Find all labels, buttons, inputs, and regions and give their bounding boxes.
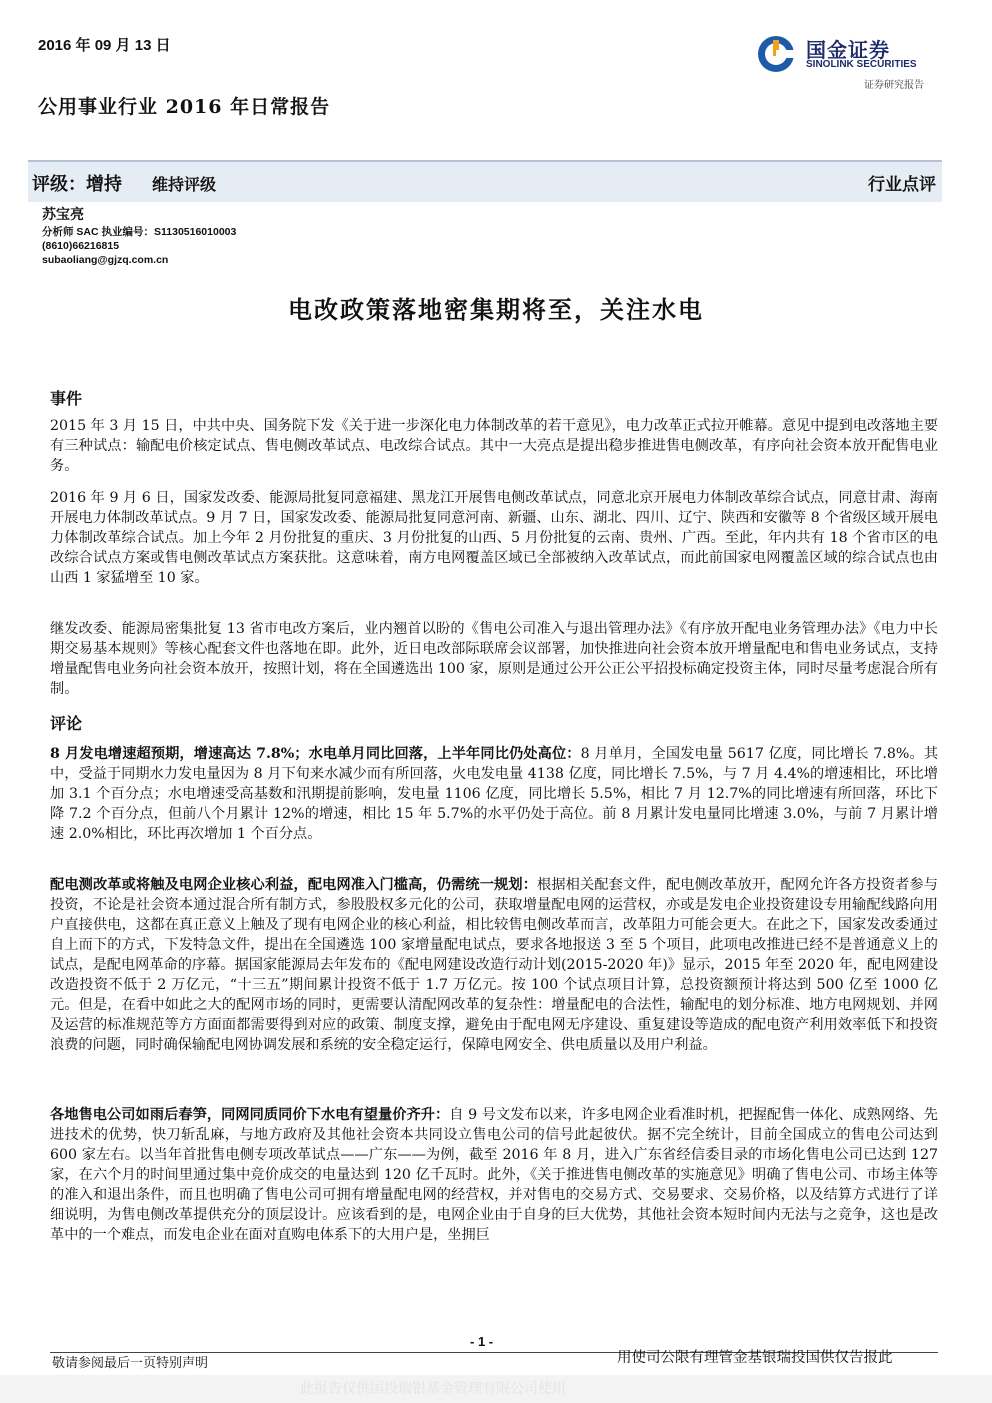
report-type: 行业点评 bbox=[868, 175, 936, 195]
comment-paragraph bbox=[50, 875, 938, 1055]
report-date: 2016 年 09 月 13 日 bbox=[38, 37, 171, 54]
comment-lead: 8 月发电增速超预期，增速高达 7.8%；水电单月同比回落，上半年同比仍处高位： bbox=[50, 746, 581, 762]
comment-paragraph bbox=[50, 1105, 938, 1245]
analyst-license: 分析师 SAC 执业编号：S1130516010003 bbox=[42, 226, 237, 238]
comment-body: 8 月单月，全国发电量 5617 亿度，同比增长 7.8%。其中，受益于同期水力发电量因为 8 月下旬来水减少而有所回落，火电发电量 4138 亿度，同比增长 7.5%，与 7 月 4.4%的增速相比，环比增加 3.1 个百分点；水电增速受高基数和汛期提前影响，发电量 1106 亿度，同比增长 5.5%，相比 7 月 12.7%的同比增速有所回落，环比下降 7.2 个百分点，但前八个月累计 12%的增速，相比 15 年 5.7%的水平仍处于高位。前 8 月累计发电量同比增速 3.0%，与前 7 月累计增速 2.0%相比，环比再次增加 1 个百分点。 bbox=[50, 746, 939, 842]
comment-body: 自 9 号文发布以来，许多电网企业看准时机，把握配售一体化、成熟网络、先进技术的优势，快刀斩乱麻，与地方政府及其他社会资本共同设立售电公司的信号此起彼伏。据不完全统计，目前全国成立的售电公司达到 600 家左右。以当年首批售电侧专项改革试点——广东——为例，截至 2016 年 8 月，进入广东省经信委目录的市场化售电公司已达到 127 家，在六个月的时间里通过集中竞价成交的电量达到 120 亿千瓦时。此外，《关于推进售电侧改革的实施意见》明确了售电公司、市场主体等的准入和退出条件，而且也明确了售电公司可拥有增量配电网的经营权，并对售电的交易方式、交易要求、交易价格，以及结算方式进行了详细说明，为售电侧改革提供充分的顶层设计。应该看到的是，电网企业由于自身的巨大优势，其他社会资本短时间内无法与之竞争，这也是改革中的一个难点，而发电企业在面对直购电体系下的大用户是，坐拥巨 bbox=[50, 1107, 938, 1243]
section-title-comment: 评论 bbox=[50, 714, 83, 733]
headline: 电改政策落地密集期将至，关注水电 bbox=[288, 295, 704, 324]
brand-name-cn: 国金证券 bbox=[806, 38, 890, 62]
comment-paragraph bbox=[50, 744, 938, 844]
comment-lead: 配电测改革或将触及电网企业核心利益，配电网准入门槛高，仍需统一规划： bbox=[50, 877, 538, 893]
event-paragraph: 2015 年 3 月 15 日，中共中央、国务院下发《关于进一步深化电力体制改革的若干意见》，电力改革正式拉开帷幕。意见中提到电改落地主要有三种试点：输配电价核定试点、售电侧改革试点、电改综合试点。其中一大亮点是提出稳步推进售电侧改革，有序向社会资本放开配售电业务。 bbox=[50, 418, 938, 474]
event-paragraph: 2016 年 9 月 6 日，国家发改委、能源局批复同意福建、黑龙江开展售电侧改革试点，同意北京开展电力体制改革综合试点，同意甘肃、海南开展电力体制改革试点。9 月 7 日，国家发改委、能源局批复同意河南、新疆、山东、湖北、四川、辽宁、陕西和安徽等 8 个省级区域开展电力体制改革综合试点。加上今年 2 月份批复的重庆、3 月份批复的山西、5 月份批复的云南、贵州、广西。至此，年内共有 18 个省市区的电改综合试点方案或售电侧改革试点方案获批。这意味着，南方电网覆盖区域已全部被纳入改革试点，而此前国家电网覆盖区域的综合试点也由山西 1 家猛增至 10 家。 bbox=[50, 490, 938, 586]
brand-subtitle: 证券研究报告 bbox=[864, 80, 924, 91]
analyst-name: 苏宝亮 bbox=[42, 207, 84, 223]
analyst-email[interactable]: subaoliang@gjzq.com.cn bbox=[42, 254, 169, 266]
rating-maintain: 维持评级 bbox=[152, 175, 217, 194]
comment-body: 根据相关配套文件，配电侧改革放开，配网允许各方投资者参与投资，不论是社会资本通过混合所有制方式，参股股权多元化的公司，获取增量配电网的运营权，亦或是发电企业投资建设专用输配线路向用户直接供电，这都在真正意义上触及了现有电网企业的核心利益，相比较售电侧改革而言，改革阻力可能会更大。在此之下，国家发改委通过自上而下的方式，下发特急文件，提出在全国遴选 100 家增量配电试点，要求各地报送 3 至 5 个项目，此项电改推进已经不是普通意义上的试点，是配电网革命的序幕。据国家能源局去年发布的《配电网建设改造行动计划(2015-2020 年)》显示，2015 年至 2020 年，配电网建设改造投资不低于 2 万亿元，“十三五”期间累计投资不低于 1.7 万亿元。按 100 个试点项目计算，总投资额预计将达到 500 亿至 1000 亿元。但是，在看中如此之大的配网市场的同时，更需要认清配网改革的复杂性：增量配电的合法性，输配电的划分标准、地方电网规划、并网及运营的标准规范等方方面面都需要得到对应的政策、制度支撑，避免由于配电网无序建设、重复建设等造成的配电资产利用效率低下和投资浪费的问题，同时确保输配电网协调发展和系统的安全稳定运行，保障电网安全、供电质量以及用户利益。 bbox=[50, 877, 938, 1053]
report-title: 公用事业行业 2016 年日常报告 bbox=[38, 96, 331, 118]
brand-name-en: SINOLINK SECURITIES bbox=[806, 59, 917, 70]
footer-disclaimer: 敬请参阅最后一页特别声明 bbox=[52, 1356, 209, 1371]
event-paragraph: 继发改委、能源局密集批复 13 省市电改方案后，业内翘首以盼的《售电公司准入与退出管理办法》《有序放开配电业务管理办法》《电力中长期交易基本规则》等核心配套文件也落地在即。此外，近日电改部际联席会议部署，加快推进向社会资本放开增量配电和售电业务试点，支持增量配售电业务向社会资本放开，按照计划，将在全国遴选出 100 家，原则是通过公开公正公平招投标确定投资主体，同时尽量考虑混合所有制。 bbox=[50, 621, 938, 697]
footer-mirrored-text: 用使司公限有理管金基银瑞投国供仅告报此 bbox=[617, 1350, 893, 1366]
rating-label: 评级：增持 bbox=[32, 174, 122, 195]
rating-bar bbox=[28, 160, 942, 202]
analyst-phone: (8610)66216815 bbox=[42, 240, 120, 252]
sinolink-logo-icon bbox=[756, 34, 796, 74]
section-title-event: 事件 bbox=[50, 389, 83, 408]
page-number: - 1 - bbox=[470, 1334, 494, 1349]
brand-logo bbox=[756, 32, 956, 94]
rating-group bbox=[32, 170, 216, 196]
analyst-block bbox=[42, 208, 236, 267]
comment-lead: 各地售电公司如雨后春笋，同网同质同价下水电有望量价齐升： bbox=[50, 1107, 450, 1123]
watermark: 此报告仅供国投瑞银基金管理有限公司使用 bbox=[300, 1381, 566, 1397]
